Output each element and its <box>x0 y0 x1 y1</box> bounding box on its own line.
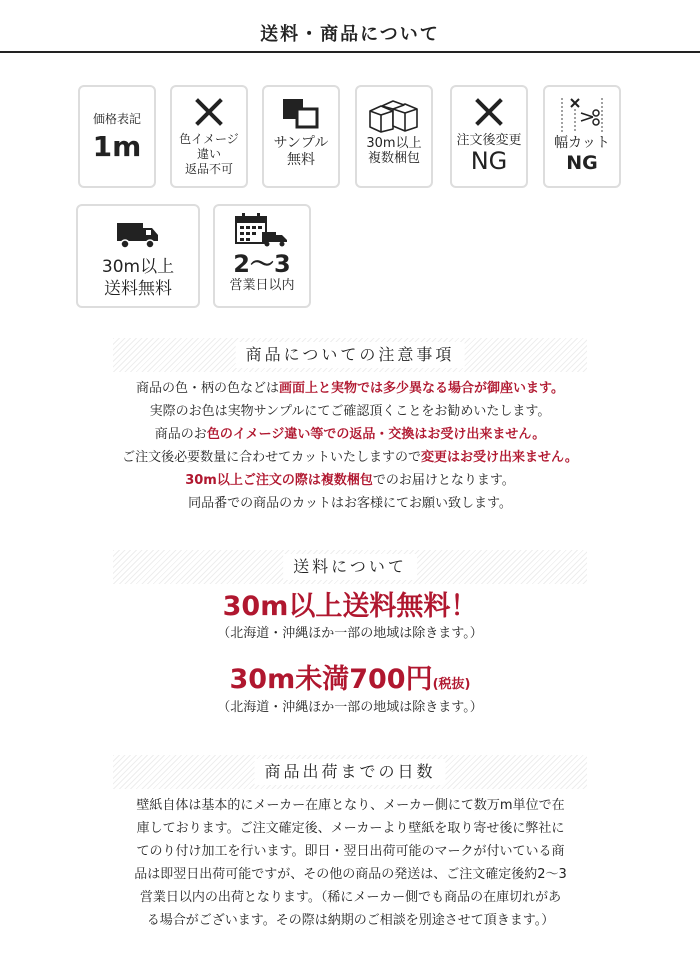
multi-package-badge <box>355 85 433 188</box>
delivery-line: 品は即翌日出荷可能ですが、その他の商品の発送は、ご注文確定後約2〜3 <box>134 867 567 882</box>
paid-shipping-headline <box>0 662 700 703</box>
freeship-badge-line1: 30m以上 <box>101 257 175 277</box>
notes-text: 商品の色・柄の色などは <box>136 381 280 396</box>
cross-icon <box>194 97 224 127</box>
notes-text: 商品のお <box>154 427 207 442</box>
sample-squares-icon <box>281 97 321 131</box>
delivery-body <box>108 794 593 932</box>
no-order-change-badge <box>450 85 528 188</box>
notes-highlight: 色のイメージ違い等での返品・交換はお受け出来ません。 <box>206 427 546 442</box>
notes-text: ご注文後必要数量に合わせてカットいたしますので <box>122 450 422 465</box>
free-shipping-note: （北海道・沖縄ほか一部の地域は除きます。） <box>217 626 483 641</box>
notes-line: 実際のお色は実物サンプルにてご確認頂くことをお勧めいたします。 <box>149 404 551 419</box>
page-title: 送料・商品について <box>260 24 440 45</box>
notes-line: 同品番での商品のカットはお客様にてお願い致します。 <box>188 496 512 511</box>
header-divider <box>0 51 700 53</box>
notes-line <box>80 446 620 469</box>
color-badge-line3: 返品不可 <box>184 162 233 176</box>
delivery-line: る場合がございます。その際は納期のご相談を別途させて頂きます。） <box>146 913 555 928</box>
paid-shipping-price: 30m未満700円 <box>229 664 433 695</box>
paid-shipping-note: （北海道・沖縄ほか一部の地域は除きます。） <box>217 700 483 715</box>
cut-scissors-icon <box>559 95 605 135</box>
boxes-icon <box>367 97 421 133</box>
notes-highlight: 画面上と実物では多少異なる場合が御座います。 <box>279 381 564 396</box>
sample-badge-line2: 無料 <box>287 152 315 168</box>
ship-days-badge <box>213 204 311 308</box>
notes-section-heading <box>113 338 587 372</box>
notes-highlight: 変更はお受け出来ません。 <box>421 450 578 465</box>
paid-shipping-tax: (税抜) <box>432 677 471 692</box>
freeship-badge-line2: 送料無料 <box>104 279 172 299</box>
color-badge-line2: 違い <box>196 147 221 161</box>
free-sample-badge <box>262 85 340 188</box>
days-badge-line2: 営業日以内 <box>229 278 295 293</box>
delivery-line: 壁紙自体は基本的にメーカー在庫となり、メーカー側にて数万m単位で在 <box>136 798 565 813</box>
sample-badge-line1: サンプル <box>273 135 329 151</box>
page-header <box>0 0 700 54</box>
price-unit-value: 1m <box>92 130 142 163</box>
bundle-badge-line2: 複数梱包 <box>367 151 420 166</box>
notes-line <box>80 469 620 492</box>
cross-icon <box>474 97 504 127</box>
days-badge-line1: 2〜3 <box>233 250 291 278</box>
cut-badge-line2: NG <box>566 152 598 174</box>
color-badge-line1: 色イメージ <box>179 132 239 146</box>
truck-icon <box>116 220 160 250</box>
delivery-line: 庫しております。ご注文確定後、メーカーより壁紙を取り寄せ後に弊社に <box>136 821 565 836</box>
delivery-line: てのり付け加工を行います。即日・翌日出荷可能のマークが付いている商 <box>136 844 565 859</box>
delivery-section-heading <box>113 755 587 789</box>
shipping-heading-text: 送料について <box>283 554 417 580</box>
notes-line <box>80 423 620 446</box>
free-shipping-headline: 30m以上送料無料！ <box>222 591 478 622</box>
price-unit-badge <box>78 85 156 188</box>
notes-line <box>80 377 620 400</box>
no-width-cut-badge <box>543 85 621 188</box>
free-shipping-badge <box>76 204 200 308</box>
cut-badge-line1: 幅カット <box>554 135 610 151</box>
calendar-truck-icon <box>234 212 290 248</box>
shipping-section-heading <box>113 550 587 584</box>
change-badge-line2: NG <box>470 147 508 175</box>
notes-body <box>80 377 620 515</box>
color-no-return-badge <box>170 85 248 188</box>
delivery-heading-text: 商品出荷までの日数 <box>254 759 445 785</box>
notes-text: でのお届けとなります。 <box>372 473 515 488</box>
notes-heading-text: 商品についての注意事項 <box>236 342 465 368</box>
delivery-line: 営業日以内の出荷となります。（稀にメーカー側でも商品の在庫切れがあ <box>139 890 562 905</box>
bundle-badge-line1: 30m以上 <box>366 136 422 151</box>
price-unit-label: 価格表記 <box>92 112 141 126</box>
notes-highlight: 30m以上ご注文の際は複数梱包 <box>185 473 373 488</box>
change-badge-line1: 注文後変更 <box>456 133 522 148</box>
